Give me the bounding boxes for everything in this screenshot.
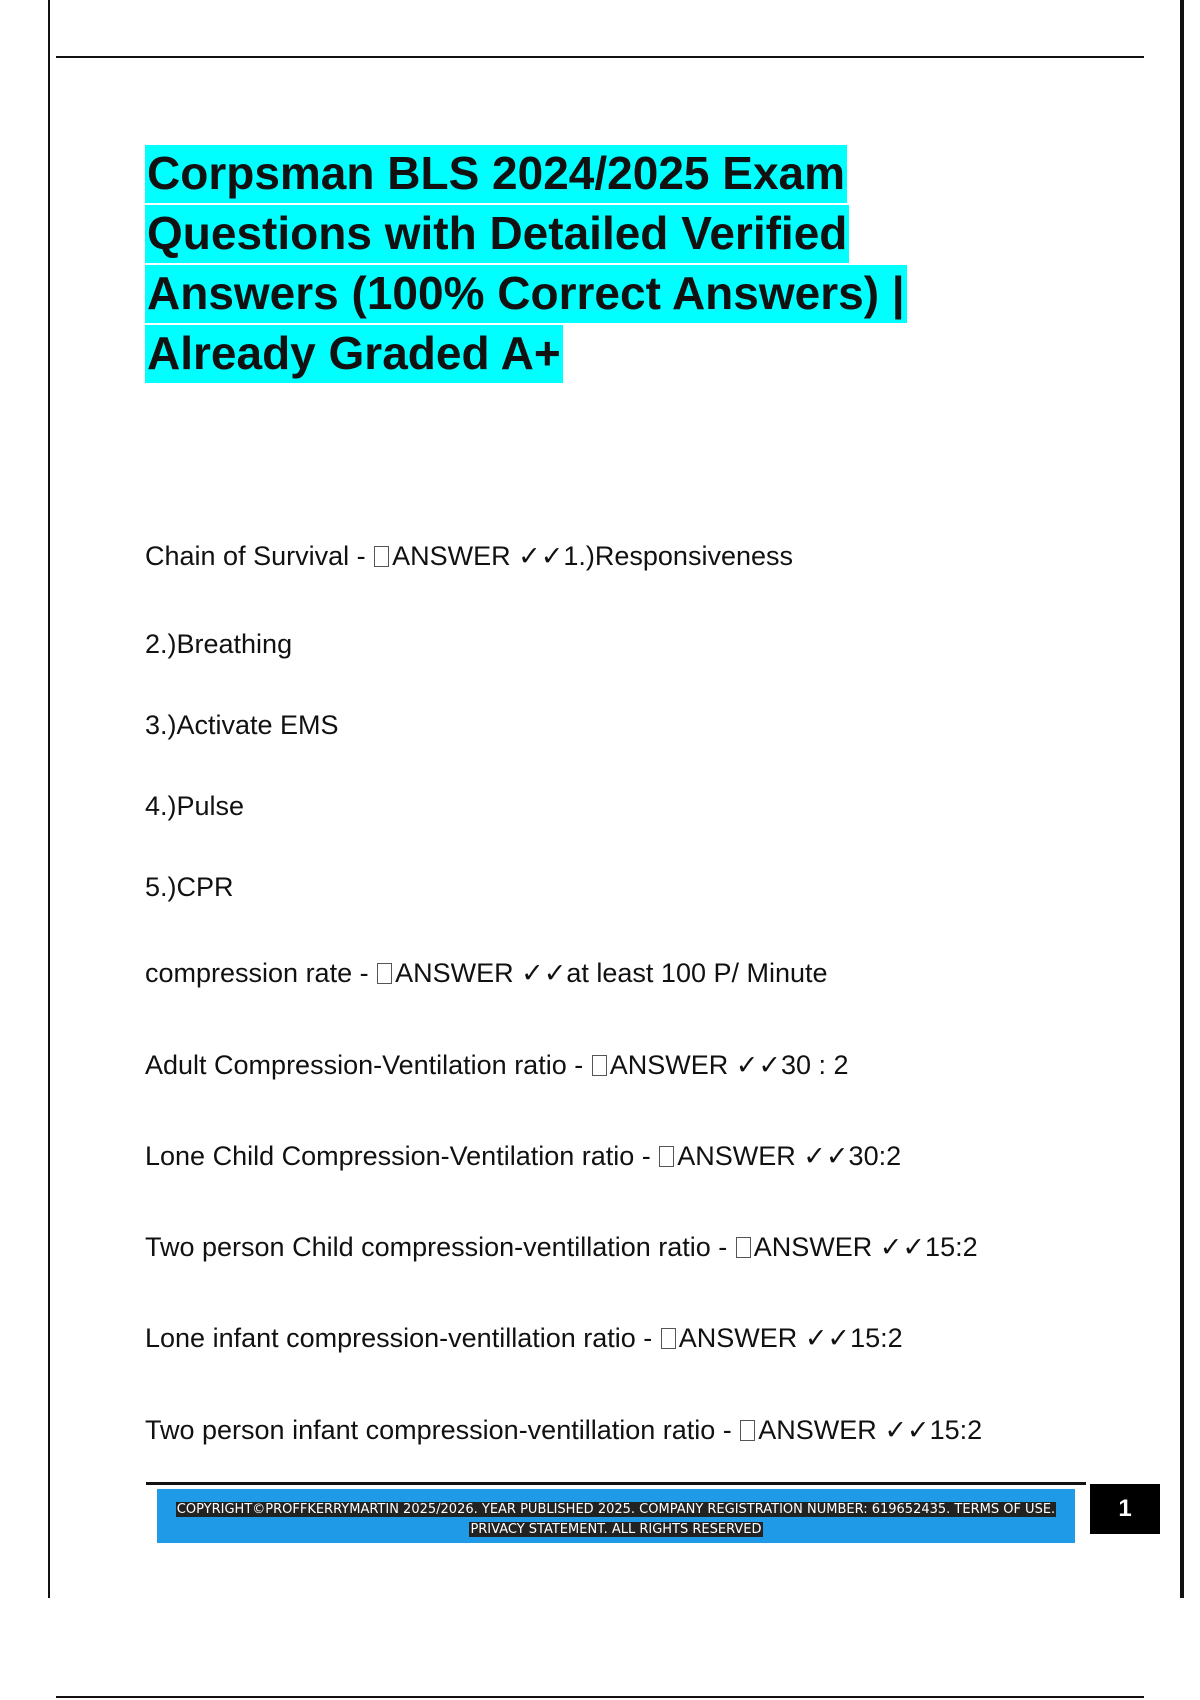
- answer-label: ANSWER: [395, 958, 514, 988]
- footer-rule: [146, 1482, 1086, 1485]
- missing-glyph-icon: [659, 1146, 674, 1167]
- question-text: Chain of Survival -: [145, 541, 374, 571]
- answer-text: 15:2: [925, 1232, 978, 1262]
- answer-text: 15:2: [850, 1323, 903, 1353]
- next-page-rule: [56, 1696, 1144, 1698]
- qa-item-compression-rate: [145, 958, 828, 989]
- qa-item-two-person-infant-ratio: [145, 1415, 982, 1446]
- missing-glyph-icon: [592, 1055, 607, 1076]
- question-text: Adult Compression-Ventilation ratio -: [145, 1050, 591, 1080]
- document-title: Corpsman BLS 2024/2025 Exam Questions with Detailed Verified Answers (100% Correct Answers) | Already Graded A+: [145, 143, 1045, 383]
- question-text: Lone infant compression-ventillation ratio -: [145, 1323, 660, 1353]
- question-text: Two person infant compression-ventillation ratio -: [145, 1415, 740, 1445]
- qa-item-two-person-child-ratio: [145, 1232, 978, 1263]
- answer-label: ANSWER: [609, 1050, 729, 1080]
- footer-copyright-line1: COPYRIGHT©PROFFKERRYMARTIN 2025/2026. YEAR PUBLISHED 2025. COMPANY REGISTRATION NUMBER: 619652435. TERMS OF USE.: [176, 1502, 1056, 1517]
- check-mark-icon: ✓✓: [803, 1141, 849, 1171]
- check-mark-icon: ✓✓: [735, 1050, 781, 1080]
- check-mark-icon: ✓✓: [879, 1232, 926, 1262]
- missing-glyph-icon: [661, 1328, 676, 1349]
- missing-glyph-icon: [377, 963, 392, 984]
- qa-item-lone-child-ratio: [145, 1141, 901, 1172]
- answer-text: 30 : 2: [781, 1050, 849, 1080]
- check-mark-icon: ✓✓: [521, 958, 567, 988]
- qa-item-adult-ratio: [145, 1050, 849, 1081]
- answer-text: 1.)Responsiveness: [563, 541, 793, 571]
- missing-glyph-icon: [736, 1237, 751, 1258]
- footer-copyright-line2: PRIVACY STATEMENT. ALL RIGHTS RESERVED: [470, 1522, 762, 1537]
- page-border-left: [48, 0, 50, 1598]
- check-mark-icon: ✓✓: [884, 1415, 930, 1445]
- answer-label: ANSWER: [753, 1232, 873, 1262]
- footer-copyright: [157, 1500, 1075, 1540]
- answer-label: ANSWER: [678, 1323, 798, 1353]
- qa-item-chain-of-survival: [145, 541, 793, 572]
- check-mark-icon: ✓✓: [804, 1323, 851, 1353]
- list-item: 3.)Activate EMS: [145, 710, 339, 740]
- question-text: Lone Child Compression-Ventilation ratio -: [145, 1141, 659, 1171]
- answer-label: ANSWER: [392, 541, 511, 571]
- question-text: Two person Child compression-ventillation ratio -: [145, 1232, 735, 1262]
- answer-text: 30:2: [848, 1141, 902, 1171]
- answer-text: 15:2: [929, 1415, 983, 1445]
- question-text: compression rate -: [145, 958, 377, 988]
- list-item: 5.)CPR: [145, 872, 234, 902]
- answer-text: at least 100 P/ Minute: [566, 958, 828, 988]
- page-number: 1: [1090, 1484, 1160, 1534]
- header-rule: [56, 56, 1144, 58]
- qa-item-lone-infant-ratio: [145, 1323, 903, 1354]
- page-border-right: [1180, 0, 1184, 1598]
- missing-glyph-icon: [740, 1420, 755, 1441]
- answer-label: ANSWER: [677, 1141, 796, 1171]
- answer-label: ANSWER: [758, 1415, 877, 1445]
- missing-glyph-icon: [374, 546, 389, 567]
- check-mark-icon: ✓✓: [518, 541, 564, 571]
- list-item: 2.)Breathing: [145, 629, 293, 659]
- list-item: 4.)Pulse: [145, 791, 245, 821]
